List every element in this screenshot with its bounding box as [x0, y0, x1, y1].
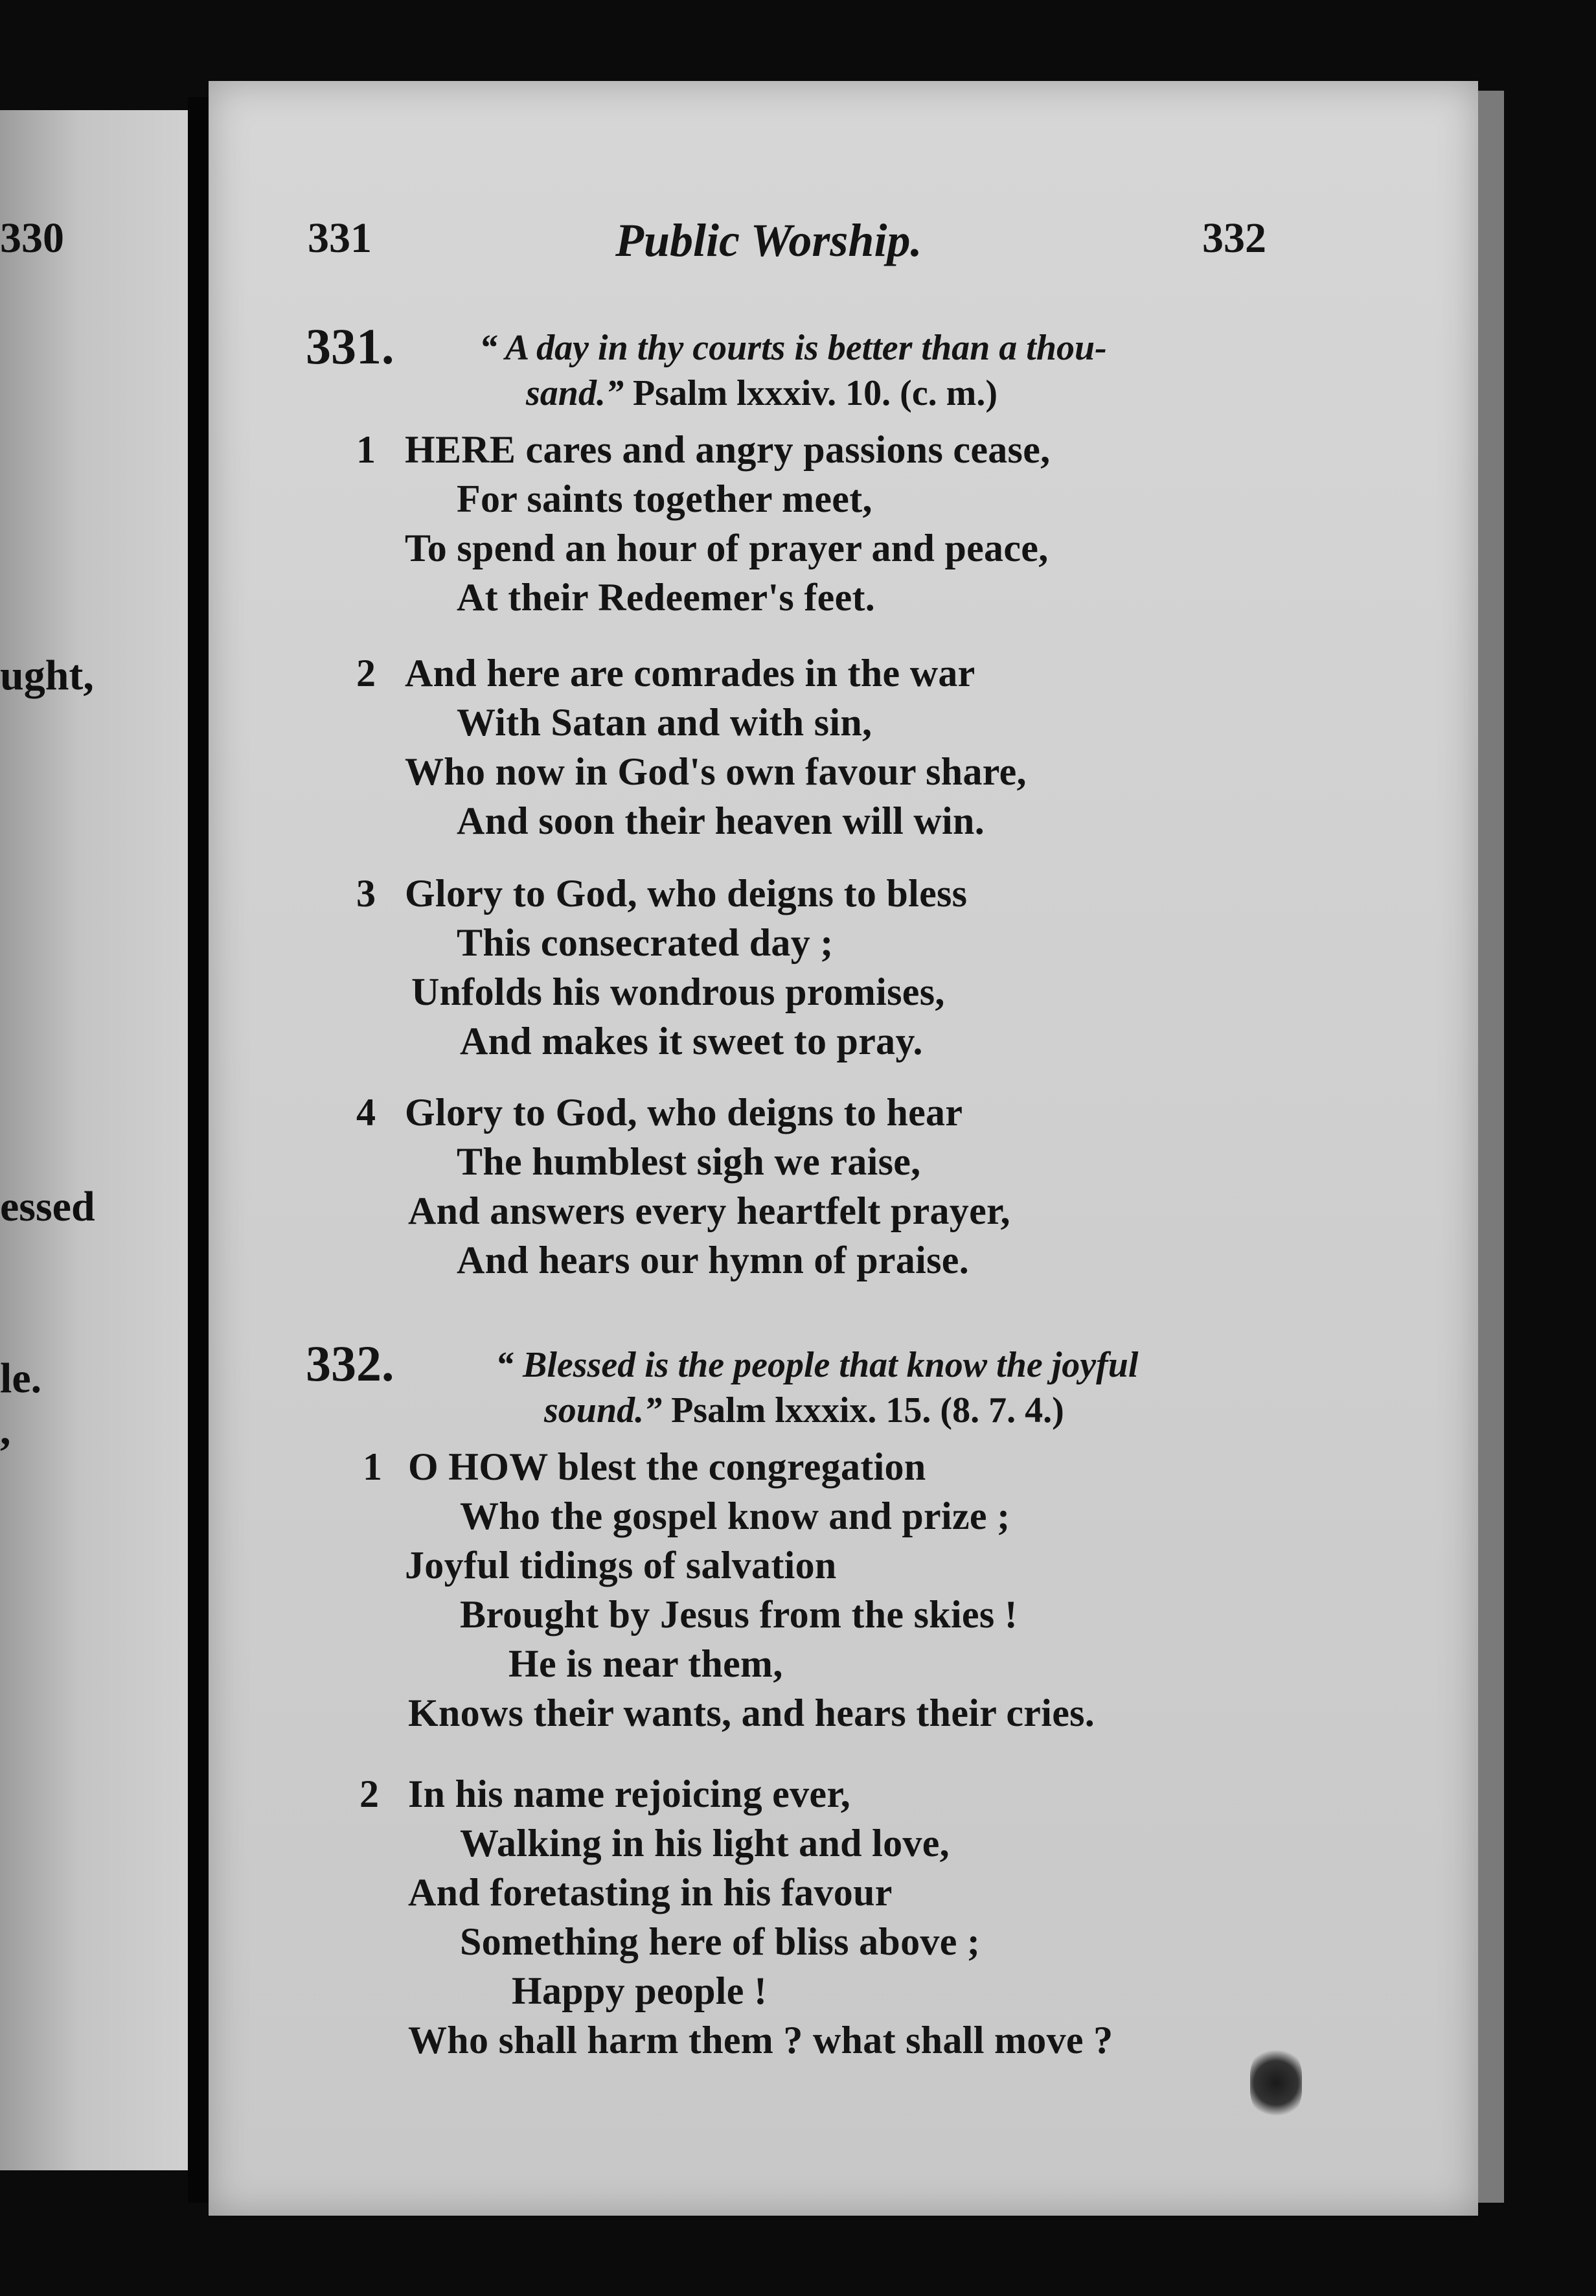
epigraph-line: “ A day in thy courts is better than a thou-	[479, 328, 1107, 368]
hymn-line: The humblest sigh we raise,	[457, 1140, 921, 1183]
hymn-line: Walking in his light and love,	[460, 1822, 950, 1865]
hymn-line: Brought by Jesus from the skies !	[460, 1593, 1018, 1636]
hymn-line: For saints together meet,	[457, 477, 872, 520]
verse-number: 4	[356, 1091, 376, 1134]
book-gutter	[188, 97, 211, 2203]
hymn-line: In his name rejoicing ever,	[408, 1773, 851, 1815]
hymn-line: He is near them,	[508, 1642, 783, 1685]
previous-page-fragment	[0, 110, 201, 2170]
hymn-line: Glory to God, who deigns to hear	[405, 1091, 963, 1134]
hymn-line: Knows their wants, and hears their cries.	[408, 1692, 1095, 1734]
hymn-line: Happy people !	[512, 1969, 768, 2012]
page-title: Public Worship.	[615, 214, 922, 266]
hymn-line: And hears our hymn of praise.	[457, 1239, 970, 1281]
hymn-epigraph	[544, 1390, 1064, 1431]
hymn-line: At their Redeemer's feet.	[457, 576, 876, 619]
hymn-line: And foretasting in his favour	[408, 1871, 893, 1914]
previous-page-text: ,	[0, 1406, 11, 1454]
hymn-epigraph	[496, 1344, 1138, 1386]
hymn-number: 331.	[306, 318, 394, 374]
hymn-line: Unfolds his wondrous promises,	[411, 970, 945, 1013]
hymn-number: 332.	[306, 1335, 394, 1392]
header-right-number: 332	[1202, 214, 1266, 262]
hymn-epigraph	[479, 327, 1107, 369]
hymn-line: Joyful tidings of salvation	[405, 1544, 837, 1587]
epigraph-line: “ Blessed is the people that know the joyful	[496, 1345, 1139, 1385]
hymn-line: Who the gospel know and prize ;	[460, 1495, 1010, 1537]
ink-blot	[1250, 2047, 1302, 2118]
hymn-line: And here are comrades in the war	[405, 652, 975, 695]
hymn-line: And soon their heaven will win.	[457, 799, 985, 842]
verse-number: 2	[356, 652, 376, 695]
epigraph-line: sound.”	[544, 1390, 663, 1430]
previous-page-number: 330	[0, 214, 64, 262]
hymn-line: And makes it sweet to pray.	[460, 1020, 923, 1062]
page-edge	[1478, 91, 1504, 2203]
verse-number: 1	[356, 428, 376, 471]
previous-page-text: essed	[0, 1183, 95, 1230]
epigraph-line: sand.”	[526, 373, 624, 413]
epigraph-reference: Psalm lxxxix. 15. (8. 7. 4.)	[662, 1390, 1064, 1430]
hymn-line: This consecrated day ;	[457, 921, 834, 964]
hymn-line: HERE cares and angry passions cease,	[405, 428, 1051, 471]
hymn-line: With Satan and with sin,	[457, 701, 872, 744]
hymn-line: Glory to God, who deigns to bless	[405, 872, 968, 915]
hymn-line: Who now in God's own favour share,	[405, 750, 1027, 793]
hymn-line: Something here of bliss above ;	[460, 1920, 981, 1963]
verse-number: 1	[363, 1445, 382, 1488]
epigraph-reference: Psalm lxxxiv. 10. (c. m.)	[623, 373, 998, 413]
header-left-number: 331	[308, 214, 372, 262]
hymn-line: And answers every heartfelt prayer,	[408, 1189, 1010, 1232]
verse-number: 2	[359, 1773, 379, 1815]
hymn-line: Who shall harm them ? what shall move ?	[408, 2019, 1113, 2061]
previous-page-text: le.	[0, 1355, 42, 1402]
hymn-line: O HOW blest the congregation	[408, 1445, 926, 1488]
verse-number: 3	[356, 872, 376, 915]
hymn-epigraph	[526, 373, 998, 414]
hymn-line: To spend an hour of prayer and peace,	[405, 527, 1049, 569]
running-header	[308, 214, 1266, 272]
previous-page-text: ught,	[0, 652, 94, 699]
